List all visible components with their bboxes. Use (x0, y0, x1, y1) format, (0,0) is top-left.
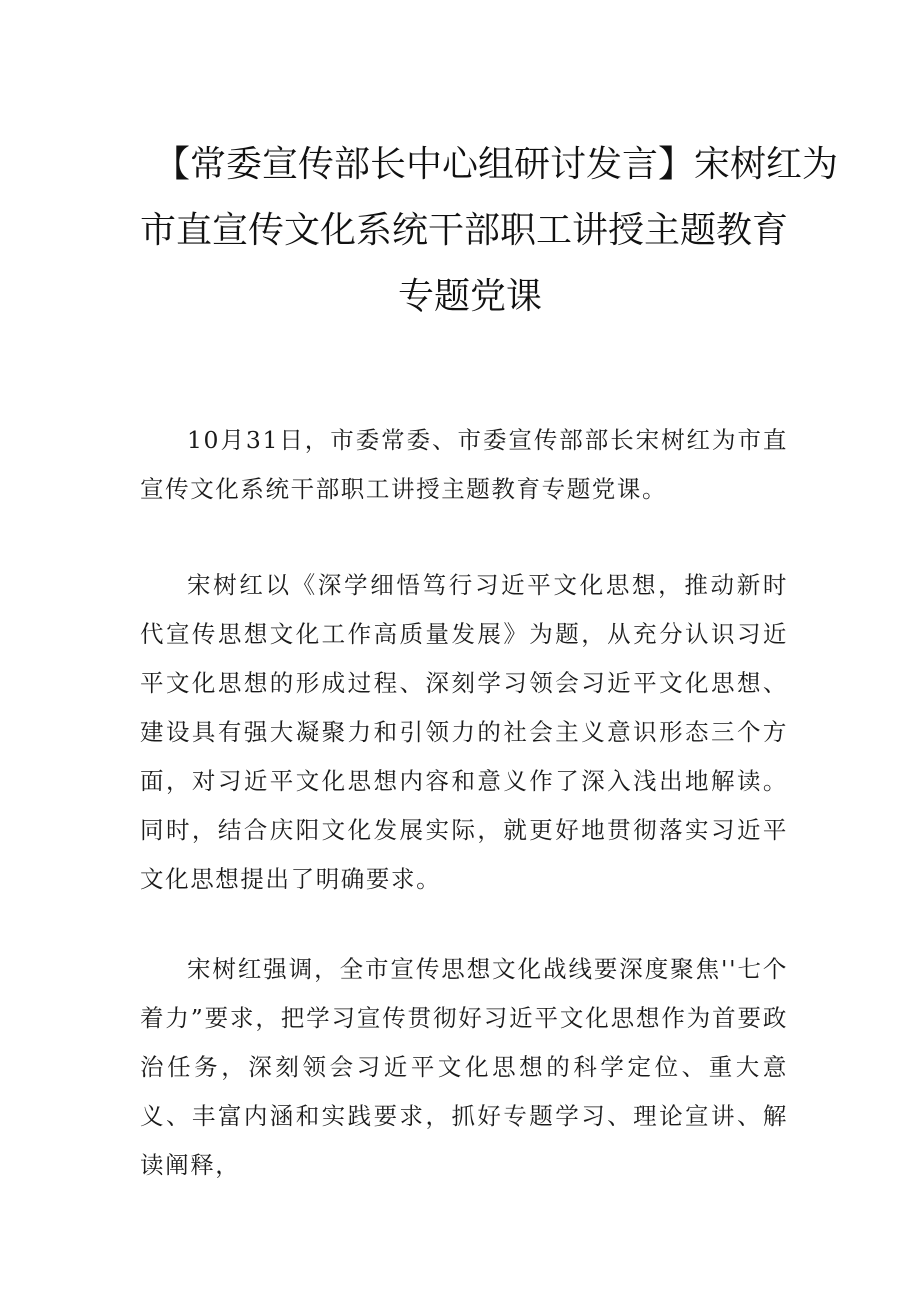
paragraph: 宋树红强调，全市宣传思想文化战线要深度聚焦''七个着力”要求，把学习宣传贯彻好习近平文化思想作为首要政治任务，深刻领会习近平文化思想的科学定位、重大意义、丰富内涵和实践要求，抓好专题学习、理论宣讲、解读阐释， (140, 955, 788, 1179)
document-title (140, 132, 839, 330)
title-line: 市直宣传文化系统干部职工讲授主题教育 (140, 210, 789, 251)
paragraph: 10月31日，市委常委、市委宣传部部长宋树红为市直宣传文化系统干部职工讲授主题教育专题党课。 (140, 426, 788, 503)
title-line: 专题党课 (397, 276, 542, 317)
title-line: 【常委宣传部长中心组研讨发言】宋树红为 (154, 144, 839, 185)
paragraph: 宋树红以《深学细悟笃行习近平文化思想，推动新时代宣传思想文化工作高质量发展》为题，从充分认识习近平文化思想的形成过程、深刻学习领会习近平文化思想、建设具有强大凝聚力和引领力的社会主义意识形态三个方面，对习近平文化思想内容和意义作了深入浅出地解读。同时，结合庆阳文化发展实际，就更好地贯彻落实习近平文化思想提出了明确要求。 (140, 571, 788, 893)
